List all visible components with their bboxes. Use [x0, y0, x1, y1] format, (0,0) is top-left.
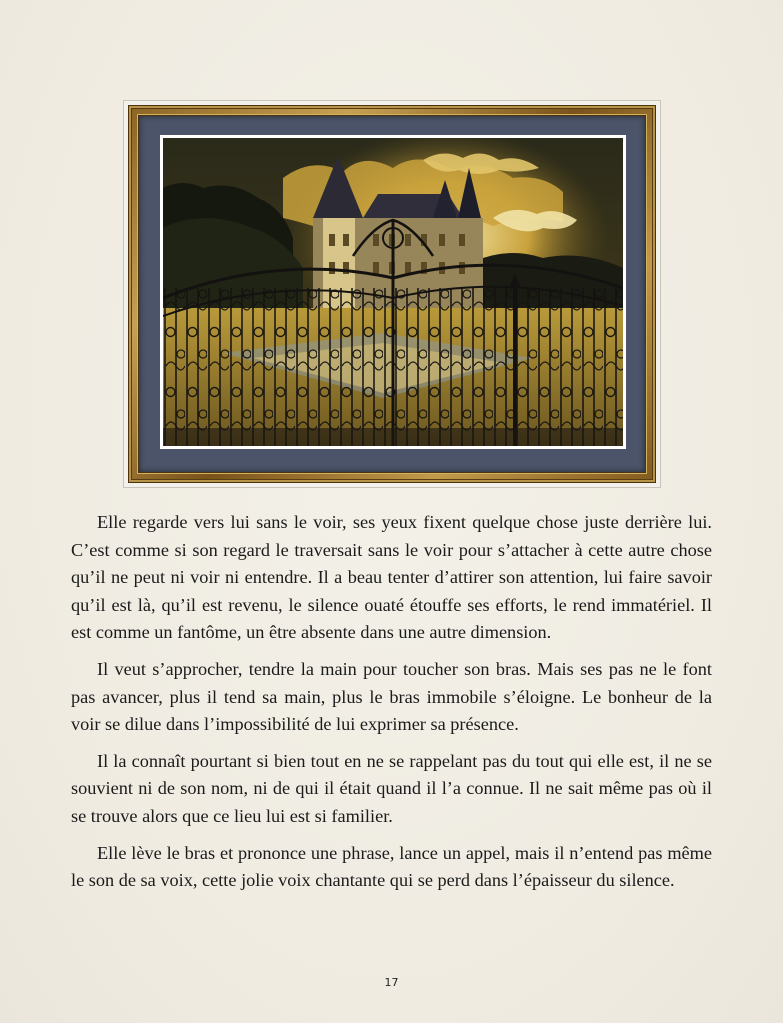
frame-molding: [128, 105, 656, 483]
picture-frame: [123, 100, 661, 488]
frame-mat: [139, 116, 645, 472]
body-text: [71, 509, 712, 904]
paragraph: Elle lève le bras et prononce une phrase, lance un appel, mais il n’entend pas même le son de sa voix, cette jolie voix chantante qui se perd dans l’épaisseur du silence.: [71, 842, 712, 891]
page-number: 17: [384, 976, 399, 989]
frame-inner-edge: [137, 114, 647, 474]
paragraph: Il la connaît pourtant si bien tout en ne se rappelant pas du tout qui elle est, il ne se souvient ni de son nom, ni de qui il était quand il l’a connue. Il ne sait même pas où il se trouve alors que ce lieu lui est si familier.: [71, 750, 712, 826]
paragraph: Il veut s’approcher, tendre la main pour toucher son bras. Mais ses pas ne le font pas avancer, plus il tend sa main, plus le bras immobile s’éloigne. Le bonheur de la voir se dilue dans l’impossibilité de lui exprimer sa présence.: [71, 658, 712, 735]
picture-border: [160, 135, 626, 449]
chateau-gate-painting: [163, 138, 623, 446]
paragraph: Elle regarde vers lui sans le voir, ses yeux fixent quelque chose juste derrière lui. C’est comme si son regard le traversait sans le voir pour s’attacher à cette autre chose qu’il ne peut ni voir ni entendre. Il a beau tenter d’attirer son attention, lui faire savoir qu’il est là, qu’il est revenu, le silence ouaté étouffe ses efforts, le rend immatériel. Il est comme un fantôme, un être absente dans une autre dimension.: [71, 512, 712, 643]
